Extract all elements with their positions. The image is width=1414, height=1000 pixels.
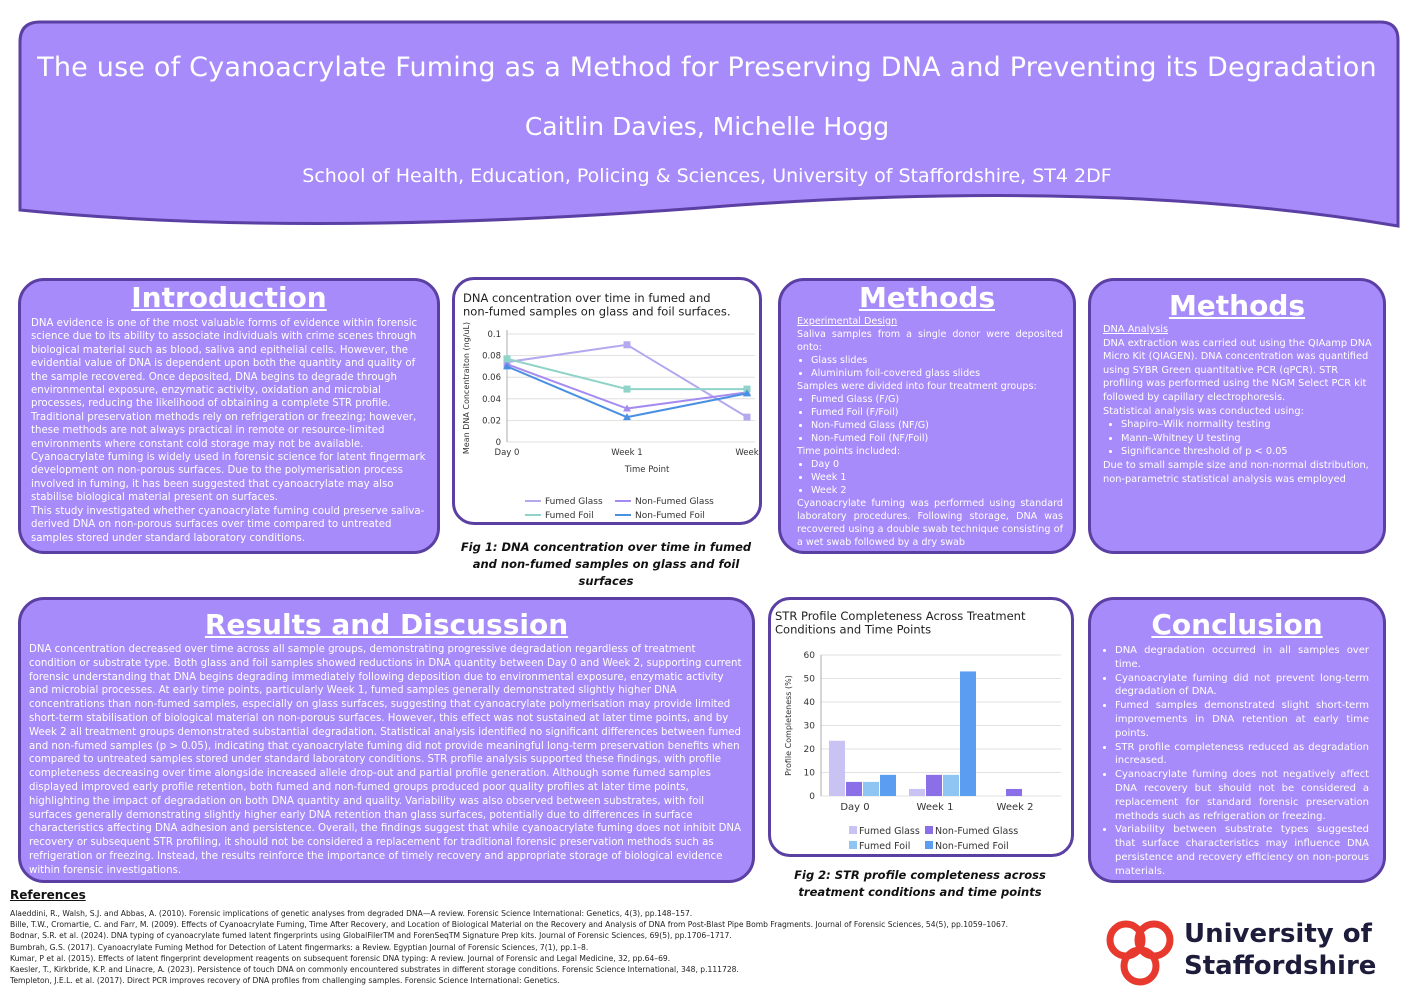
chart2-bar — [829, 741, 845, 796]
affiliation: School of Health, Education, Policing & Sciences, University of Staffordshire, ST4 2DF — [302, 165, 1112, 187]
fig2-bar-chart — [771, 600, 1071, 854]
conclusion-item: • Cyanoacrylate fuming does not negatively affect DNA recovery but should not be considered a replacement for standard forensic preservation methods such as refrigeration or freezing. — [1115, 768, 1369, 823]
chart2-bar — [846, 782, 862, 796]
fig1-caption: Fig 1: DNA concentration over time in fumed and non-fumed samples on glass and foil surfaces — [460, 540, 752, 588]
chart2-xtick: Week 2 — [996, 802, 1034, 813]
chart1-ytick: 0.02 — [482, 416, 501, 427]
chart2-ytick: 20 — [803, 745, 815, 755]
methods-line-2: Samples were divided into four treatment groups: — [797, 381, 1037, 392]
chart2-legend-label: Fumed Foil — [859, 841, 911, 852]
chart1-point — [504, 355, 511, 362]
surface-item: • Glass slides — [811, 354, 1063, 367]
chart1-series-line — [507, 359, 747, 389]
dna-analysis-subheading: DNA Analysis — [1103, 324, 1169, 335]
references — [10, 888, 1090, 986]
chart2-ytick: 30 — [803, 721, 815, 732]
stats-item: • Significance threshold of p < 0.05 — [1121, 445, 1373, 459]
university-name-line1: University of — [1184, 919, 1372, 949]
poster-title: The use of Cyanoacrylate Fuming as a Method for Preserving DNA and Preventing its Degradation — [37, 52, 1377, 83]
conclusion-item: • Variability between substrate types suggested that surface characteristics may influence DNA persistence and recovery efficiency on non-porous materials. — [1115, 823, 1369, 878]
reference-item: Alaeddini, R., Walsh, S.J. and Abbas, A. (2010). Forensic implications of genetic analyses from degraded DNA—A review. Forensic Science International: Genetics, 4(3), pp.148–157. — [10, 909, 693, 918]
stats-item: • Mann–Whitney U testing — [1121, 432, 1373, 446]
university-name-line2: Staffordshire — [1184, 951, 1377, 981]
chart1-title: DNA concentration over time in fumed and non-fumed samples on glass and foil surfaces. — [463, 291, 731, 319]
chart2-legend-swatch — [849, 826, 857, 834]
analysis-para-1: DNA extraction was carried out using the QIAamp DNA Micro Kit (QIAGEN). DNA concentration was quantified using SYBR Green quantitative PCR (qPCR). STR profiling was performed using the NGM Select PCR kit followed by capillary electrophoresis. — [1103, 337, 1372, 403]
chart1-legend-label: Fumed Glass — [545, 497, 603, 507]
conclusion-item: • STR profile completeness reduced as degradation increased. — [1115, 741, 1369, 769]
analysis-para-2: Statistical analysis was conducted using: — [1103, 405, 1304, 417]
chart2-bar — [909, 789, 925, 796]
chart2-legend-label: Fumed Glass — [859, 826, 920, 837]
chart1-xtick: Week 1 — [611, 448, 643, 458]
chart2-xtick: Day 0 — [840, 802, 870, 813]
chart1-xtick: Day 0 — [494, 448, 520, 458]
methods-analysis-title: Methods — [1168, 289, 1306, 322]
group-item: • Fumed Glass (F/G) — [811, 393, 1063, 406]
chart2-legend-label: Non-Fumed Glass — [935, 826, 1019, 837]
group-item: • Non-Fumed Glass (NF/G) — [811, 419, 1063, 432]
chart1-legend-label: Fumed Foil — [545, 511, 594, 521]
chart1-ylabel: Mean DNA Concentraiton (ng/uL) — [462, 321, 471, 455]
methods-line-1: Saliva samples from a single donor were deposited onto: — [797, 329, 1063, 353]
university-name — [1184, 918, 1376, 982]
chart1-point — [744, 414, 751, 421]
stafford-knot-icon — [1110, 924, 1170, 982]
intro-paragraph-1: DNA evidence is one of the most valuable forms of evidence within forensic science due to its ability to associate individuals with crime scenes through biological material such as blood, saliva and epithelial cells. However, the evidential value of DNA is dependent upon both the quantity and quality of the sample recovered. Once deposited, DNA begins to degrade through environmental exposure, enzymatic activity, oxidation and microbial processes, reducing the likelihood of obtaining a complete STR profile. — [31, 318, 418, 410]
reference-item: Bodnar, S.R. et al. (2024). DNA typing of cyanoacrylate fumed latent fingerprints using GlobalFilerTM and ForenSeqTM Signature Prep kits. Journal of Forensic Sciences, 69(5), pp.1706–1717. — [10, 931, 732, 941]
references-title: References — [10, 888, 86, 902]
chart2-bar — [1006, 789, 1022, 796]
chart2-ytick: 50 — [803, 674, 815, 685]
methods-line-4: Cyanoacrylate fuming was performed using standard laboratory procedures. Following storage, DNA was recovered using a double swab technique consisting of a wet swab followed by a dry swab — [797, 498, 1063, 548]
experimental-design-subheading: Experimental Design — [797, 316, 898, 327]
chart2-bar — [960, 671, 976, 796]
chart2-legend-label: Non-Fumed Foil — [935, 841, 1009, 852]
methods-design-title: Methods — [858, 281, 996, 314]
results-panel — [18, 597, 755, 883]
chart2-ytick: 10 — [803, 768, 815, 779]
stats-item: • Shapiro–Wilk normality testing — [1121, 418, 1373, 432]
chart1-ytick: 0.06 — [482, 373, 501, 384]
chart1-point — [624, 386, 631, 393]
reference-item: Templeton, J.E.L. et al. (2017). Direct PCR improves recovery of DNA profiles from challenging samples. Forensic Science International: Genetics. — [10, 976, 560, 986]
conclusion-item: • DNA degradation occurred in all samples over time. — [1115, 644, 1369, 672]
chart1-xtick: Week — [735, 448, 759, 458]
authors: Caitlin Davies, Michelle Hogg — [524, 112, 890, 141]
chart2-ylabel: Profile Completeness (%) — [784, 675, 793, 776]
chart2-title: STR Profile Completeness Across Treatment Conditions and Time Points — [775, 609, 1026, 637]
chart1-legend-label: Non-Fumed Glass — [635, 497, 714, 507]
chart2-ytick: 0 — [809, 792, 815, 802]
chart2-ytick: 40 — [803, 698, 815, 708]
chart2-bar — [880, 775, 896, 796]
timepoint-item: • Week 2 — [811, 484, 1063, 497]
chart2-legend-swatch — [925, 841, 933, 849]
conclusion-item: • Fumed samples demonstrated slight short-term improvements in DNA retention at early time points. — [1115, 699, 1369, 740]
chart1-xlabel: Time Point — [624, 465, 670, 475]
analysis-para-3: Due to small sample size and non-normal distribution, non-parametric statistical analysis was employed — [1103, 459, 1369, 485]
conclusion-title: Conclusion — [1151, 608, 1323, 641]
chart2-legend-swatch — [849, 841, 857, 849]
chart2-bar — [863, 782, 879, 796]
chart2-ytick: 60 — [803, 651, 815, 661]
chart2-bar — [943, 775, 959, 796]
conclusion-item — [1115, 879, 1369, 883]
group-item: • Non-Fumed Foil (NF/Foil) — [811, 432, 1063, 445]
timepoint-item: • Day 0 — [811, 458, 1063, 471]
chart2-xtick: Week 1 — [916, 802, 954, 813]
chart1-ytick: 0.1 — [487, 330, 501, 340]
chart1-point — [624, 341, 631, 348]
reference-item: Bumbrah, G.S. (2017). Cyanoacrylate Fuming Method for Detection of Latent fingermarks: a Review. Egyptian Journal of Forensic Sciences, 7(1), pp.1–8. — [10, 942, 589, 952]
fig2-chart-box — [768, 597, 1074, 857]
conclusion-item: • Cyanoacrylate fuming did not prevent long-term degradation of DNA. — [1115, 672, 1369, 700]
results-title: Results and Discussion — [204, 608, 569, 641]
group-item: • Fumed Foil (F/Foil) — [811, 406, 1063, 419]
chart1-legend-label: Non-Fumed Foil — [635, 511, 705, 521]
reference-item: Kumar, P et al. (2015). Effects of latent fingerprint development reagents on subsequent forensic DNA typing: A review. Journal of Forensic and Legal Medicine, 32, pp.64–69. — [10, 953, 671, 963]
fig1-line-chart — [455, 280, 759, 522]
introduction-panel — [18, 278, 440, 554]
introduction-title: Introduction — [131, 281, 327, 314]
chart2-bar — [926, 775, 942, 796]
methods-line-3: Time points included: — [797, 446, 901, 457]
conclusion-panel — [1088, 597, 1386, 883]
fig2-caption: Fig 2: STR profile completeness across treatment conditions and time points — [794, 868, 1046, 899]
fig1-chart-box — [452, 277, 762, 525]
results-text: DNA concentration decreased over time across all sample groups, demonstrating progressive degradation regardless of treatment condition or substrate type. Both glass and foil samples showed reductions in DNA quantity between Day 0 and Week 2, supporting current forensic understanding that DNA begins degrading immediately following deposition due to environmental exposure, enzymatic activity and microbial processes. At early time points, particularly Week 1, fumed samples generally demonstrated slightly higher DNA concentrations than non-fumed samples, especially on glass surfaces, suggesting that cyanoacrylate polymerisation may provide limited short-term stabilisation of biological material on non-porous surfaces. However, this effect was not sustained at later time points, and by Week 2 all treatment groups demonstrated substantial degradation. Statistical analysis identified no significant differences between fumed and non-fumed samples (p > 0.05), indicating that cyanoacrylate fuming did not provide meaningful long-term preservation benefits when compared to untreated samples stored under standard laboratory conditions. STR profile analysis supported these findings, with profile completeness decreasing over time alongside increased allele drop-out and partial profile generation. Although some fumed samples displayed improved early profile retention, both fumed and non-fumed groups produced poor quality profiles at later time points, highlighting the impact of degradation on both DNA quantity and quality. Variability was also observed between substrates, with foil surfaces generally demonstrating slightly higher early DNA retention than glass surfaces, potentially due to differences in surface characteristics affecting DNA adhesion and persistence. Overall, the findings suggest that while cyanoacrylate fuming does not inhibit DNA recovery or subsequent STR profiling, it should not be considered a replacement for traditional forensic preservation methods such as refrigeration or freezing. Instead, the results reinforce the importance of timely recovery and appropriate storage of biological evidence within forensic investigations. — [29, 644, 742, 876]
intro-paragraph-3: This study investigated whether cyanoacrylate fuming could preserve saliva-derived DNA on non-porous surfaces over time compared to untreated samples stored under standard laboratory conditions. — [31, 505, 425, 544]
methods-design-panel — [778, 278, 1076, 554]
methods-analysis-panel — [1088, 278, 1386, 554]
chart1-ytick: 0.04 — [482, 394, 501, 405]
reference-item: Bille, T.W., Cromartie, C. and Farr, M. (2009). Effects of Cyanoacrylate Fuming, Time After Recovery, and Location of Biological Material on the Recovery and Analysis of DNA from Post-Blast Pipe Bomb Fragments. Journal of Forensic Sciences, 54(5), pp.1059–1067. — [10, 920, 1009, 930]
reference-item: Kaesler, T., Kirkbride, K.P. and Linacre, A. (2023). Persistence of touch DNA on commonly encountered substrates in different storage conditions. Forensic Science International, 348, p.111728. — [10, 965, 739, 975]
chart2-legend-swatch — [925, 826, 933, 834]
intro-paragraph-2: Traditional preservation methods rely on refrigeration or freezing; however, these methods are not always practical in remote or resource-limited environments where constant cold storage may not be available. Cyanoacrylate fuming is widely used in forensic science for latent fingermark development on non-porous surfaces. Due to the polymerisation process involved in fuming, it has been suggested that cyanoacrylate may also stabilise biological material present on surfaces. — [31, 411, 426, 504]
chart1-ytick: 0.08 — [482, 351, 501, 362]
timepoint-item: • Week 1 — [811, 471, 1063, 484]
chart1-ytick: 0 — [495, 438, 501, 448]
surface-item: • Aluminium foil-covered glass slides — [811, 367, 1063, 380]
